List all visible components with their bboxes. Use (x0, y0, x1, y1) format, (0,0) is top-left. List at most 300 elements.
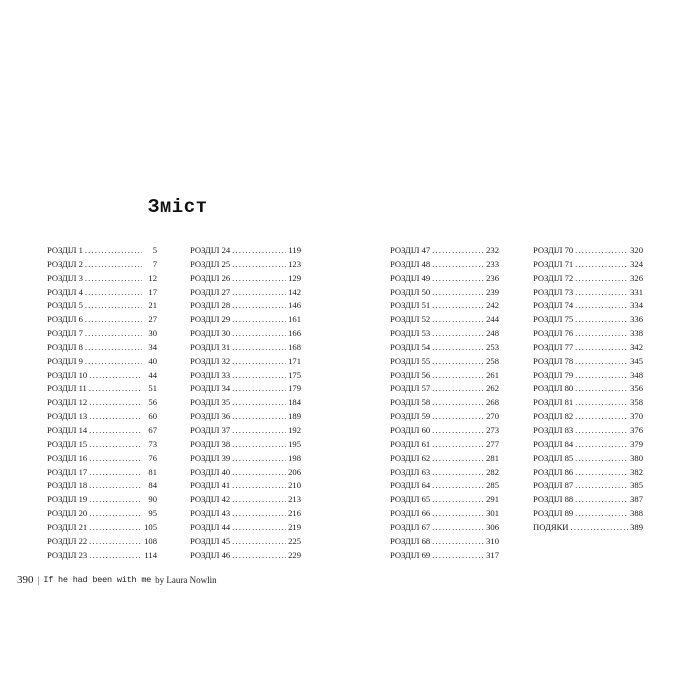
toc-entry-page: 242 (486, 300, 499, 311)
toc-entry (390, 355, 499, 369)
toc-entry (390, 369, 499, 383)
toc-entry-label: РОЗДІЛ 61 (390, 438, 431, 449)
toc-dot-leader (575, 438, 628, 452)
toc-dot-leader (575, 355, 628, 369)
toc-entry (190, 507, 301, 521)
toc-entry (390, 382, 499, 396)
toc-entry-page: 30 (148, 328, 157, 339)
toc-entry-label: РОЗДІЛ 33 (190, 369, 231, 380)
toc-dot-leader (232, 272, 286, 286)
toc-entry-label: РОЗДІЛ 57 (390, 383, 431, 394)
toc-entry-label: РОЗДІЛ 83 (533, 424, 574, 435)
toc-entry-page: 81 (148, 466, 157, 477)
toc-entry-label: РОЗДІЛ 82 (533, 411, 574, 422)
toc-entry (47, 493, 157, 507)
toc-entry (47, 244, 157, 258)
toc-entry-label: РОЗДІЛ 52 (390, 314, 431, 325)
toc-entry-page: 40 (148, 355, 157, 366)
toc-entry-page: 216 (288, 508, 301, 519)
toc-dot-leader (432, 466, 484, 480)
toc-entry-page: 161 (288, 314, 301, 325)
toc-dot-leader (232, 355, 286, 369)
toc-dot-leader (89, 549, 142, 563)
toc-dot-leader (89, 535, 142, 549)
toc-entry-label: РОЗДІЛ 4 (47, 286, 83, 297)
toc-dot-leader (575, 299, 628, 313)
toc-entry-page: 184 (288, 397, 301, 408)
toc-entry-page: 114 (144, 549, 157, 560)
toc-entry-page: 189 (288, 411, 301, 422)
toc-entry-label: РОЗДІЛ 59 (390, 411, 431, 422)
toc-entry-label: РОЗДІЛ 36 (190, 411, 231, 422)
toc-entry-page: 17 (148, 286, 157, 297)
toc-entry-label: РОЗДІЛ 47 (390, 245, 431, 255)
toc-entry (47, 355, 157, 369)
toc-entry (47, 272, 157, 286)
toc-dot-leader (89, 466, 142, 480)
toc-entry-label: РОЗДІЛ 16 (47, 452, 88, 463)
toc-entry-label: РОЗДІЛ 13 (47, 411, 88, 422)
toc-dot-leader (89, 410, 142, 424)
toc-entry (533, 466, 643, 480)
toc-entry-page: 342 (630, 341, 643, 352)
toc-entry (47, 466, 157, 480)
toc-entry (533, 355, 643, 369)
toc-dot-leader (575, 493, 628, 507)
toc-entry-page: 44 (148, 369, 157, 380)
toc-entry-label: РОЗДІЛ 56 (390, 369, 431, 380)
toc-entry (47, 452, 157, 466)
toc-entry (47, 313, 157, 327)
toc-entry-label: РОЗДІЛ 27 (190, 286, 231, 297)
toc-entry (47, 369, 157, 383)
toc-entry-label: РОЗДІЛ 62 (390, 452, 431, 463)
toc-entry-label: РОЗДІЛ 86 (533, 466, 574, 477)
toc-entry-label: РОЗДІЛ 85 (533, 452, 574, 463)
toc-entry-label: РОЗДІЛ 1 (47, 245, 83, 255)
toc-column-1 (47, 244, 157, 562)
toc-entry (190, 410, 301, 424)
toc-entry-label: РОЗДІЛ 43 (190, 508, 231, 519)
toc-entry-page: 60 (148, 411, 157, 422)
toc-dot-leader (432, 493, 484, 507)
toc-entry-label: РОЗДІЛ 75 (533, 314, 574, 325)
toc-dot-leader (232, 479, 286, 493)
toc-dot-leader (432, 452, 484, 466)
toc-entry-label: РОЗДІЛ 40 (190, 466, 231, 477)
toc-entry (190, 521, 301, 535)
toc-entry-page: 210 (288, 480, 301, 491)
toc-entry-label: РОЗДІЛ 42 (190, 494, 231, 505)
toc-entry-page: 105 (144, 521, 157, 532)
toc-entry-label: РОЗДІЛ 31 (190, 341, 231, 352)
toc-entry-label: РОЗДІЛ 87 (533, 480, 574, 491)
toc-dot-leader (85, 355, 142, 369)
toc-entry-label: РОЗДІЛ 44 (190, 521, 231, 532)
toc-entry (533, 299, 643, 313)
toc-entry-label: РОЗДІЛ 80 (533, 383, 574, 394)
toc-entry (390, 521, 499, 535)
toc-entry-page: 5 (152, 245, 157, 255)
toc-dot-leader (85, 286, 142, 300)
toc-entry-label: РОЗДІЛ 89 (533, 508, 574, 519)
toc-entry-page: 34 (148, 341, 157, 352)
toc-entry (190, 286, 301, 300)
toc-entry-page: 306 (486, 521, 499, 532)
toc-dot-leader (232, 549, 286, 563)
toc-entry-page: 331 (630, 286, 643, 297)
toc-entry (390, 286, 499, 300)
toc-entry-page: 338 (630, 328, 643, 339)
toc-entry (390, 507, 499, 521)
toc-entry-page: 345 (630, 355, 643, 366)
toc-entry (190, 327, 301, 341)
toc-entry (47, 479, 157, 493)
toc-entry-page: 285 (486, 480, 499, 491)
toc-entry-label: РОЗДІЛ 12 (47, 397, 88, 408)
toc-dot-leader (432, 244, 484, 258)
toc-entry-page: 108 (144, 535, 157, 546)
toc-entry (47, 258, 157, 272)
toc-dot-leader (432, 313, 484, 327)
toc-entry-page: 233 (486, 258, 499, 269)
toc-entry-label: РОЗДІЛ 37 (190, 424, 231, 435)
toc-entry-page: 12 (148, 272, 157, 283)
toc-entry-page: 387 (630, 494, 643, 505)
toc-dot-leader (575, 382, 628, 396)
toc-entry (533, 396, 643, 410)
toc-dot-leader (89, 507, 142, 521)
toc-entry-page: 198 (288, 452, 301, 463)
toc-dot-leader (575, 244, 628, 258)
toc-entry-page: 95 (148, 508, 157, 519)
toc-dot-leader (575, 396, 628, 410)
toc-entry-page: 146 (288, 300, 301, 311)
toc-entry-page: 175 (288, 369, 301, 380)
toc-entry (190, 369, 301, 383)
toc-entry-page: 273 (486, 424, 499, 435)
toc-entry-label: РОЗДІЛ 8 (47, 341, 83, 352)
toc-entry (533, 313, 643, 327)
toc-entry-label: РОЗДІЛ 50 (390, 286, 431, 297)
toc-entry-label: РОЗДІЛ 76 (533, 328, 574, 339)
toc-entry-page: 239 (486, 286, 499, 297)
toc-entry-page: 90 (148, 494, 157, 505)
toc-column-4 (533, 244, 643, 535)
toc-entry-label: РОЗДІЛ 63 (390, 466, 431, 477)
toc-dot-leader (432, 355, 484, 369)
toc-entry-page: 376 (630, 424, 643, 435)
toc-entry (390, 479, 499, 493)
toc-entry-page: 326 (630, 272, 643, 283)
toc-entry-page: 123 (288, 258, 301, 269)
toc-entry-label: РОЗДІЛ 46 (190, 549, 231, 560)
toc-entry (390, 493, 499, 507)
toc-entry (390, 244, 499, 258)
footer-author: by Laura Nowlin (155, 575, 217, 585)
toc-entry (47, 549, 157, 563)
toc-entry (47, 341, 157, 355)
toc-dot-leader (575, 313, 628, 327)
toc-entry-page: 168 (288, 341, 301, 352)
toc-entry-page: 389 (630, 521, 643, 532)
toc-entry-label: РОЗДІЛ 65 (390, 494, 431, 505)
toc-dot-leader (89, 452, 142, 466)
toc-entry (47, 424, 157, 438)
toc-entry (390, 424, 499, 438)
toc-entry-label: РОЗДІЛ 39 (190, 452, 231, 463)
toc-entry-page: 219 (288, 521, 301, 532)
toc-entry (533, 272, 643, 286)
toc-entry-label: РОЗДІЛ 10 (47, 369, 88, 380)
toc-entry-label: РОЗДІЛ 17 (47, 466, 88, 477)
toc-dot-leader (232, 327, 286, 341)
toc-dot-leader (432, 258, 484, 272)
toc-entry-page: 291 (486, 494, 499, 505)
toc-entry (390, 313, 499, 327)
toc-entry-page: 258 (486, 355, 499, 366)
toc-entry-label: РОЗДІЛ 49 (390, 272, 431, 283)
toc-dot-leader (432, 535, 484, 549)
toc-entry-page: 51 (148, 383, 157, 394)
toc-dot-leader (232, 466, 286, 480)
toc-entry-page: 336 (630, 314, 643, 325)
toc-entry (390, 438, 499, 452)
toc-entry-page: 248 (486, 328, 499, 339)
toc-dot-leader (232, 341, 286, 355)
toc-entry-page: 388 (630, 508, 643, 519)
toc-entry-page: 379 (630, 438, 643, 449)
toc-entry-page: 21 (148, 300, 157, 311)
toc-entry (47, 299, 157, 313)
toc-entry-label: РОЗДІЛ 71 (533, 258, 574, 269)
toc-entry-label: РОЗДІЛ 54 (390, 341, 431, 352)
toc-entry-label: РОЗДІЛ 7 (47, 328, 83, 339)
toc-entry (533, 341, 643, 355)
toc-entry (47, 382, 157, 396)
toc-dot-leader (232, 521, 286, 535)
page-footer (17, 574, 217, 586)
toc-entry-label: РОЗДІЛ 5 (47, 300, 83, 311)
toc-entry-page: 213 (288, 494, 301, 505)
toc-entry-label: РОЗДІЛ 77 (533, 341, 574, 352)
toc-entry (533, 507, 643, 521)
toc-dot-leader (432, 369, 484, 383)
toc-entry-page: 320 (630, 245, 643, 255)
toc-entry (47, 438, 157, 452)
toc-dot-leader (89, 424, 142, 438)
toc-entry-label: РОЗДІЛ 29 (190, 314, 231, 325)
toc-entry-page: 232 (486, 245, 499, 255)
toc-entry-page: 56 (148, 397, 157, 408)
toc-entry-label: РОЗДІЛ 32 (190, 355, 231, 366)
toc-entry (390, 327, 499, 341)
toc-dot-leader (232, 369, 286, 383)
toc-entry (533, 521, 643, 535)
toc-dot-leader (85, 327, 142, 341)
toc-dot-leader (85, 244, 142, 258)
toc-entry (190, 452, 301, 466)
toc-dot-leader (432, 507, 484, 521)
toc-entry-label: РОЗДІЛ 34 (190, 383, 231, 394)
footer-book-title: If he had been with me (43, 575, 152, 585)
toc-entry-page: 171 (288, 355, 301, 366)
toc-entry-page: 382 (630, 466, 643, 477)
toc-entry-label: РОЗДІЛ 23 (47, 549, 88, 560)
toc-entry (533, 410, 643, 424)
toc-column-2 (190, 244, 301, 562)
toc-dot-leader (232, 493, 286, 507)
toc-dot-leader (232, 424, 286, 438)
toc-dot-leader (85, 341, 142, 355)
toc-entry-label: РОЗДІЛ 60 (390, 424, 431, 435)
toc-entry-label: РОЗДІЛ 74 (533, 300, 574, 311)
toc-dot-leader (575, 341, 628, 355)
toc-entry (533, 438, 643, 452)
toc-dot-leader (89, 382, 142, 396)
toc-entry-page: 348 (630, 369, 643, 380)
toc-entry-label: РОЗДІЛ 20 (47, 508, 88, 519)
toc-entry-page: 166 (288, 328, 301, 339)
toc-dot-leader (232, 438, 286, 452)
toc-entry (190, 466, 301, 480)
toc-entry-label: РОЗДІЛ 2 (47, 258, 83, 269)
toc-entry-label: РОЗДІЛ 72 (533, 272, 574, 283)
toc-entry (190, 258, 301, 272)
toc-entry-page: 268 (486, 397, 499, 408)
toc-dot-leader (575, 507, 628, 521)
toc-entry-page: 253 (486, 341, 499, 352)
toc-entry-page: 270 (486, 411, 499, 422)
toc-entry-page: 225 (288, 535, 301, 546)
toc-entry-label: РОЗДІЛ 38 (190, 438, 231, 449)
toc-dot-leader (575, 479, 628, 493)
toc-entry (190, 396, 301, 410)
toc-entry-page: 324 (630, 258, 643, 269)
toc-entry-page: 7 (152, 258, 157, 269)
toc-dot-leader (232, 286, 286, 300)
toc-entry (47, 327, 157, 341)
toc-entry-label: РОЗДІЛ 51 (390, 300, 431, 311)
toc-entry-label: РОЗДІЛ 28 (190, 300, 231, 311)
toc-entry-label: РОЗДІЛ 69 (390, 549, 431, 560)
toc-dot-leader (85, 272, 142, 286)
toc-dot-leader (432, 272, 484, 286)
toc-entry-page: 119 (288, 245, 301, 255)
toc-entry-page: 84 (148, 480, 157, 491)
toc-entry (47, 507, 157, 521)
toc-entry (190, 355, 301, 369)
toc-entry (533, 452, 643, 466)
toc-dot-leader (432, 341, 484, 355)
toc-entry-page: 334 (630, 300, 643, 311)
toc-entry (47, 535, 157, 549)
toc-entry (47, 286, 157, 300)
toc-entry (190, 299, 301, 313)
toc-dot-leader (575, 286, 628, 300)
toc-entry (533, 493, 643, 507)
toc-entry-label: РОЗДІЛ 53 (390, 328, 431, 339)
toc-entry (533, 479, 643, 493)
toc-dot-leader (432, 410, 484, 424)
toc-entry-label: РОЗДІЛ 26 (190, 272, 231, 283)
toc-entry-label: РОЗДІЛ 66 (390, 508, 431, 519)
toc-entry-label: РОЗДІЛ 48 (390, 258, 431, 269)
toc-entry-label: ПОДЯКИ (533, 521, 569, 532)
toc-dot-leader (85, 313, 142, 327)
toc-entry (390, 272, 499, 286)
toc-entry-label: РОЗДІЛ 88 (533, 494, 574, 505)
toc-entry-page: 229 (288, 549, 301, 560)
toc-column-3 (390, 244, 499, 562)
toc-dot-leader (432, 299, 484, 313)
toc-entry (390, 549, 499, 563)
toc-dot-leader (232, 452, 286, 466)
toc-dot-leader (432, 549, 484, 563)
toc-entry-page: 317 (486, 549, 499, 560)
toc-dot-leader (89, 438, 142, 452)
toc-dot-leader (575, 424, 628, 438)
toc-entry (390, 535, 499, 549)
toc-dot-leader (432, 479, 484, 493)
toc-entry (190, 424, 301, 438)
toc-entry-page: 244 (486, 314, 499, 325)
toc-dot-leader (232, 258, 286, 272)
toc-dot-leader (89, 521, 142, 535)
toc-entry-page: 179 (288, 383, 301, 394)
toc-entry (533, 286, 643, 300)
toc-entry (390, 410, 499, 424)
toc-entry-label: РОЗДІЛ 14 (47, 424, 88, 435)
toc-entry (533, 327, 643, 341)
toc-entry-label: РОЗДІЛ 55 (390, 355, 431, 366)
toc-entry-label: РОЗДІЛ 25 (190, 258, 231, 269)
toc-entry (190, 479, 301, 493)
toc-entry-label: РОЗДІЛ 24 (190, 245, 231, 255)
toc-entry-label: РОЗДІЛ 30 (190, 328, 231, 339)
toc-entry-page: 73 (148, 438, 157, 449)
toc-entry-page: 385 (630, 480, 643, 491)
toc-dot-leader (89, 369, 142, 383)
toc-entry-label: РОЗДІЛ 78 (533, 355, 574, 366)
toc-entry (533, 424, 643, 438)
toc-entry-page: 282 (486, 466, 499, 477)
toc-entry-page: 195 (288, 438, 301, 449)
toc-entry-label: РОЗДІЛ 41 (190, 480, 231, 491)
toc-entry-label: РОЗДІЛ 18 (47, 480, 88, 491)
toc-entry-label: РОЗДІЛ 22 (47, 535, 88, 546)
toc-entry (190, 493, 301, 507)
toc-entry-label: РОЗДІЛ 81 (533, 397, 574, 408)
toc-entry-page: 277 (486, 438, 499, 449)
toc-dot-leader (89, 493, 142, 507)
toc-entry-label: РОЗДІЛ 45 (190, 535, 231, 546)
toc-dot-leader (575, 410, 628, 424)
toc-entry (390, 341, 499, 355)
toc-dot-leader (232, 382, 286, 396)
toc-entry-page: 281 (486, 452, 499, 463)
toc-entry (390, 452, 499, 466)
toc-entry-label: РОЗДІЛ 70 (533, 245, 574, 255)
toc-dot-leader (575, 258, 628, 272)
toc-entry-page: 262 (486, 383, 499, 394)
toc-entry-label: РОЗДІЛ 35 (190, 397, 231, 408)
toc-entry-label: РОЗДІЛ 19 (47, 494, 88, 505)
toc-dot-leader (432, 521, 484, 535)
toc-entry-label: РОЗДІЛ 64 (390, 480, 431, 491)
toc-entry-page: 370 (630, 411, 643, 422)
toc-entry (533, 369, 643, 383)
